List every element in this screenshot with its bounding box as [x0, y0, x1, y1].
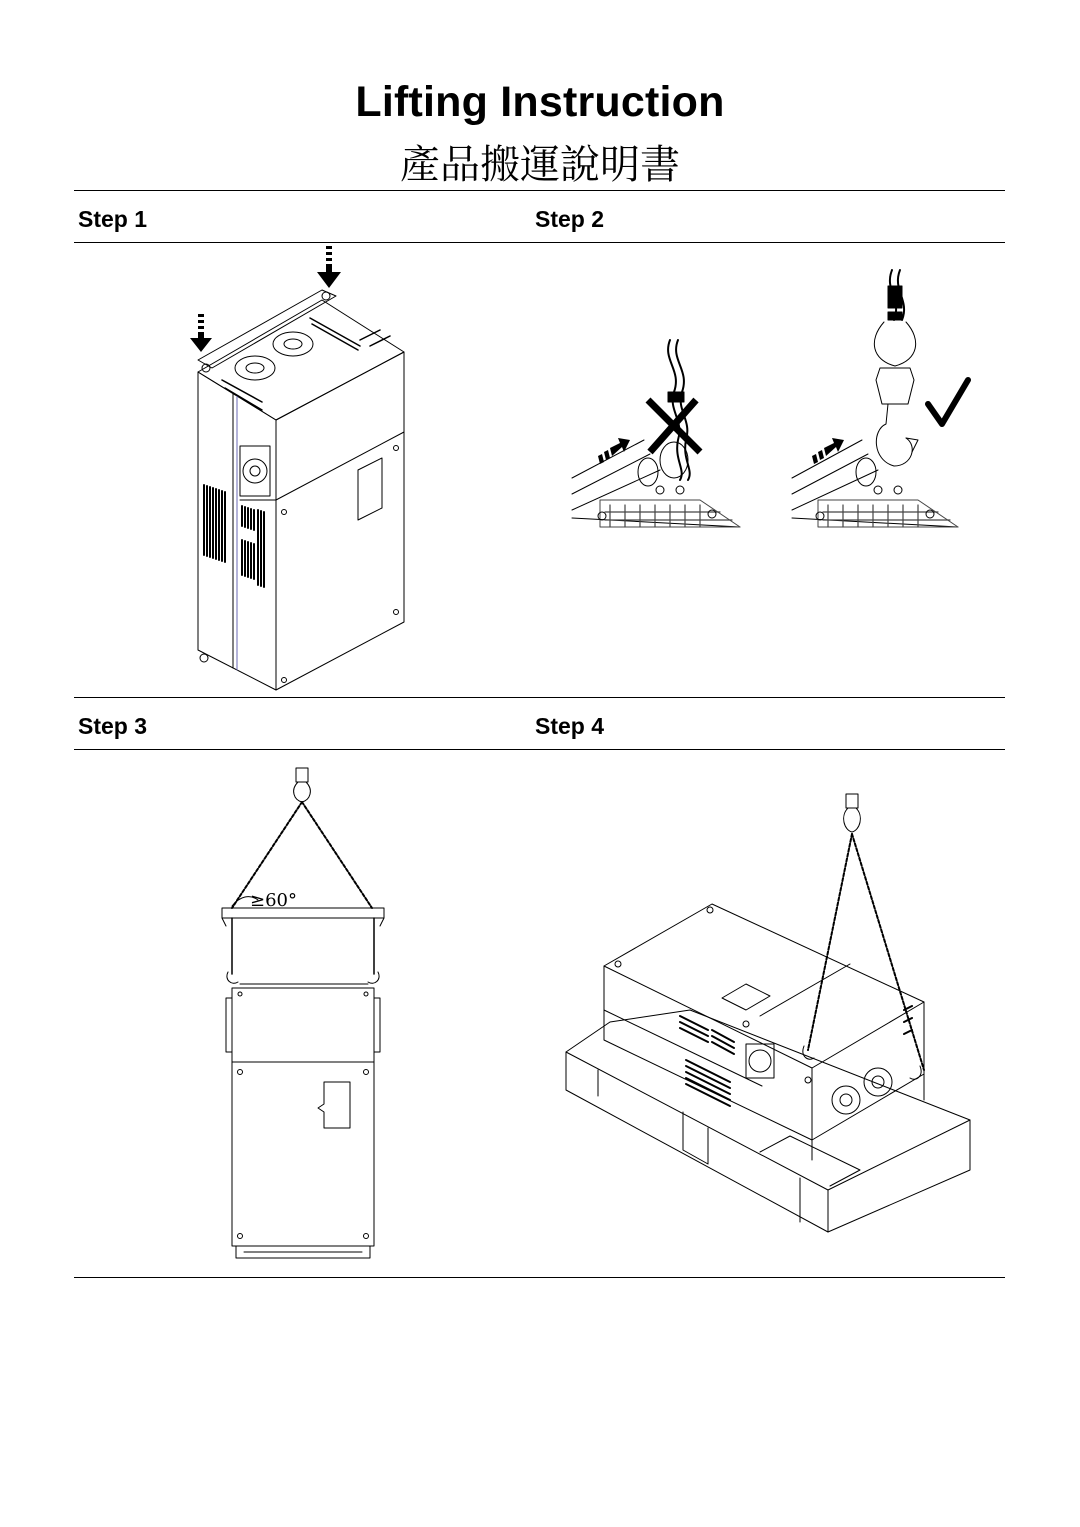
- step1-drive-illustration: [190, 246, 404, 690]
- angle-label: ≥60°: [250, 890, 297, 911]
- page-subtitle: 產品搬運說明書: [400, 142, 680, 188]
- step-1-label: Step 1: [78, 206, 148, 232]
- page-title: Lifting Instruction: [355, 78, 725, 126]
- step2-hook-illustration: [572, 270, 968, 527]
- step-2-label: Step 2: [535, 206, 605, 232]
- step-4-label: Step 4: [535, 713, 605, 739]
- step4-pallet-illustration: [566, 794, 970, 1232]
- step3-lift-illustration: [222, 768, 384, 1258]
- step-3-label: Step 3: [78, 713, 148, 739]
